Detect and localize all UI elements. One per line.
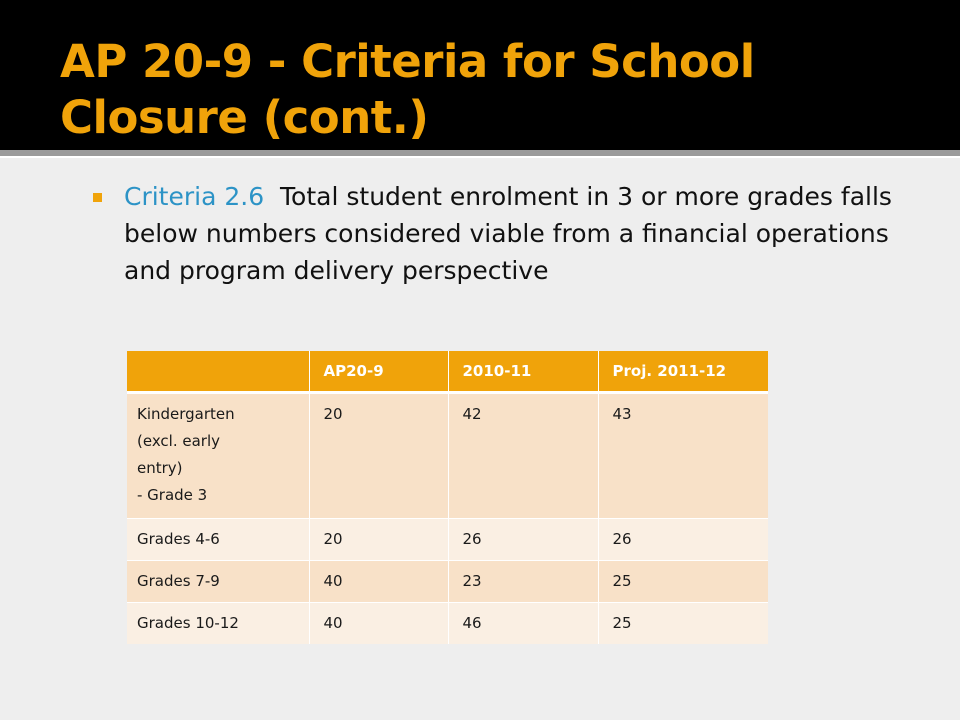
cell-proj-2011-12: 26 (598, 519, 768, 561)
cell-ap20-9: 20 (309, 519, 448, 561)
row-label (127, 393, 309, 519)
row-label-line: Kindergarten (137, 405, 235, 423)
cell-ap20-9: 40 (309, 561, 448, 603)
bullet-square-icon (93, 193, 102, 202)
table-row (127, 393, 768, 519)
header-cell-blank (127, 351, 309, 393)
table-row (127, 603, 768, 645)
header-cell-proj-2011-12: Proj. 2011-12 (598, 351, 768, 393)
row-label: Grades 10-12 (127, 603, 309, 645)
row-label-line: - Grade 3 (137, 486, 208, 504)
cell-2010-11: 46 (448, 603, 598, 645)
cell-proj-2011-12: 25 (598, 561, 768, 603)
row-label-line: (excl. early (137, 432, 221, 450)
bullet-item (124, 178, 924, 289)
bullet-spacer (264, 182, 280, 211)
cell-ap20-9: 20 (309, 393, 448, 519)
slide-title: AP 20-9 - Criteria for School Closure (cont.) (60, 35, 755, 144)
table-header-row (127, 351, 768, 393)
cell-2010-11: 23 (448, 561, 598, 603)
criteria-description: Total student enrolment in 3 or more grades falls below numbers considered viable from a financial operations and program delivery perspective (124, 182, 892, 285)
cell-ap20-9: 40 (309, 603, 448, 645)
cell-2010-11: 42 (448, 393, 598, 519)
header-cell-ap20-9: AP20-9 (309, 351, 448, 393)
table-row (127, 561, 768, 603)
table-row (127, 519, 768, 561)
criteria-label: Criteria 2.6 (124, 182, 265, 211)
header-cell-2010-11: 2010-11 (448, 351, 598, 393)
row-label-line: entry) (137, 459, 183, 477)
cell-proj-2011-12: 43 (598, 393, 768, 519)
cell-proj-2011-12: 25 (598, 603, 768, 645)
cell-2010-11: 26 (448, 519, 598, 561)
row-label: Grades 4-6 (127, 519, 309, 561)
row-label: Grades 7-9 (127, 561, 309, 603)
title-bar (0, 0, 960, 152)
enrolment-table (127, 351, 768, 644)
